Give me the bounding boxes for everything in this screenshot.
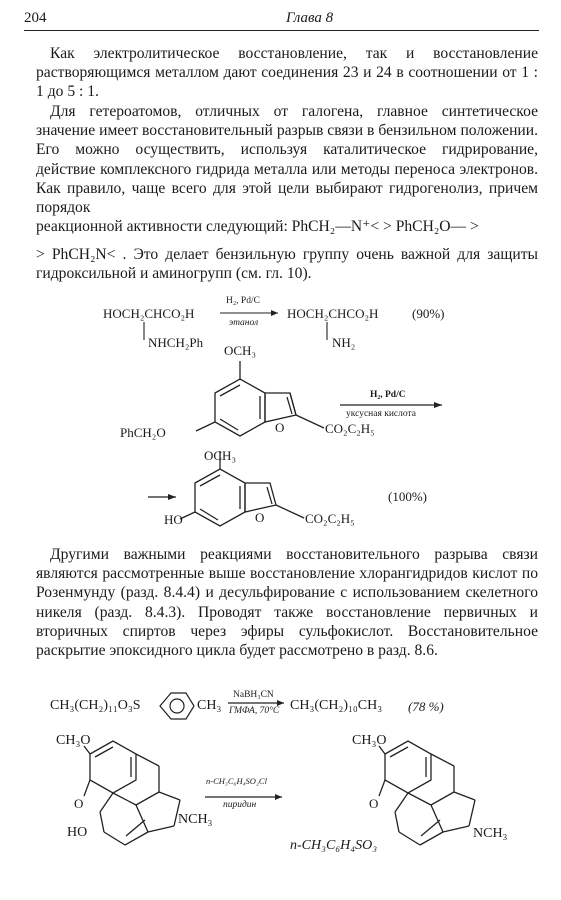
- s4-oh: HO: [67, 825, 88, 840]
- s1-reactant-sub: NHCH₂Ph: [148, 335, 204, 350]
- s2-bno: PhCH₂O: [120, 425, 166, 440]
- s2-reagent: H₂, Pd/C: [370, 390, 406, 400]
- s4-ome-right: CH₃O: [352, 733, 387, 748]
- s2-solvent: уксусная кислота: [346, 409, 416, 419]
- s1-product-sub: NH₂: [332, 335, 356, 350]
- s4-nme-left: NCH₃: [178, 812, 213, 827]
- s4-nme-right: NCH₃: [473, 826, 508, 841]
- paragraph-2: Для гетероатомов, отличных от галогена, главное синтетическое значение имеет восстановительный разрыв связи в бензильном положении. Его можно осуществить, используя каталитическое гидрирование, действие комплексного гидрида металла или методы переноса электронов. Как правило, чаще всего для этой цели выбирают гидрогенолиз, причем порядок: [36, 103, 538, 217]
- s2-product-ring-o: O: [255, 510, 265, 525]
- paragraph-1: Как электролитическое восстановление, так и восстановление растворяющимся металлом дают соединения 23 и 24 в соотношении от 1 : 1 до 5 : 1.: [36, 45, 538, 101]
- page-number: 204: [24, 10, 47, 26]
- s3-yield: (78 %): [408, 699, 444, 714]
- s4-tosyl: n-CH₃C₆H₄SO₃: [290, 838, 378, 853]
- s4-ome-left: CH₃O: [56, 733, 91, 748]
- s3-reagent: NaBH₃CN: [233, 690, 274, 700]
- s1-solvent: этанол: [229, 318, 259, 328]
- s2-product-oh: HO: [164, 512, 183, 527]
- s1-reactant: HOCH₂CHCO₂H: [103, 306, 195, 321]
- chapter-title: Глава 8: [286, 10, 334, 26]
- s3-solvent: ГМФА, 70°C: [229, 706, 280, 716]
- s3-right-me: CH₃: [197, 698, 222, 713]
- s2-ring-o: O: [275, 420, 285, 435]
- s2-yield: (100%): [388, 489, 427, 504]
- s3-product: CH₃(CH₂)₁₀CH₃: [290, 698, 383, 713]
- s3-left: CH₃(CH₂)₁₁O₃S: [50, 698, 141, 713]
- s2-product-ome: OCH₃: [204, 448, 236, 463]
- s1-product: HOCH₂CHCO₂H: [287, 306, 379, 321]
- s1-yield: (90%): [412, 306, 445, 321]
- s2-ome: OCH₃: [224, 343, 256, 358]
- s4-ring-o-left: O: [74, 796, 84, 811]
- s4-ring-o-right: O: [369, 796, 379, 811]
- s1-reagent: H₂, Pd/C: [226, 296, 260, 306]
- s4-solvent: пиридин: [223, 800, 257, 810]
- paragraph-3: Другими важными реакциями восстановительного разрыва связи являются рассмотренные выше восстановление хлорангидридов кислот по Розенмунду (разд. 8.4.4) и десульфирование с использованием скелетного никеля (разд. 8.4.3). Проводят также восстановление первичных и вторичных спиртов через эфиры сульфокислот. Восстановительное раскрытие эпоксидного цикла будет рассмотрено в разд. 8.6.: [36, 546, 538, 660]
- reactivity-continuation: > PhCH₂N< . Это делает бензильную группу очень важной для защиты гидроксильной и аминогрупп (см. гл. 10).: [36, 246, 538, 283]
- s2-product-ester: CO₂C₂H₅: [305, 511, 355, 526]
- reactivity-line: реакционной активности следующий: PhCH₂—N⁺< > PhCH₂O— >: [36, 218, 479, 235]
- s4-reagent: n-CH₃C₆H₄SO₂Cl: [206, 776, 267, 786]
- s2-ester: CO₂C₂H₅: [325, 421, 375, 436]
